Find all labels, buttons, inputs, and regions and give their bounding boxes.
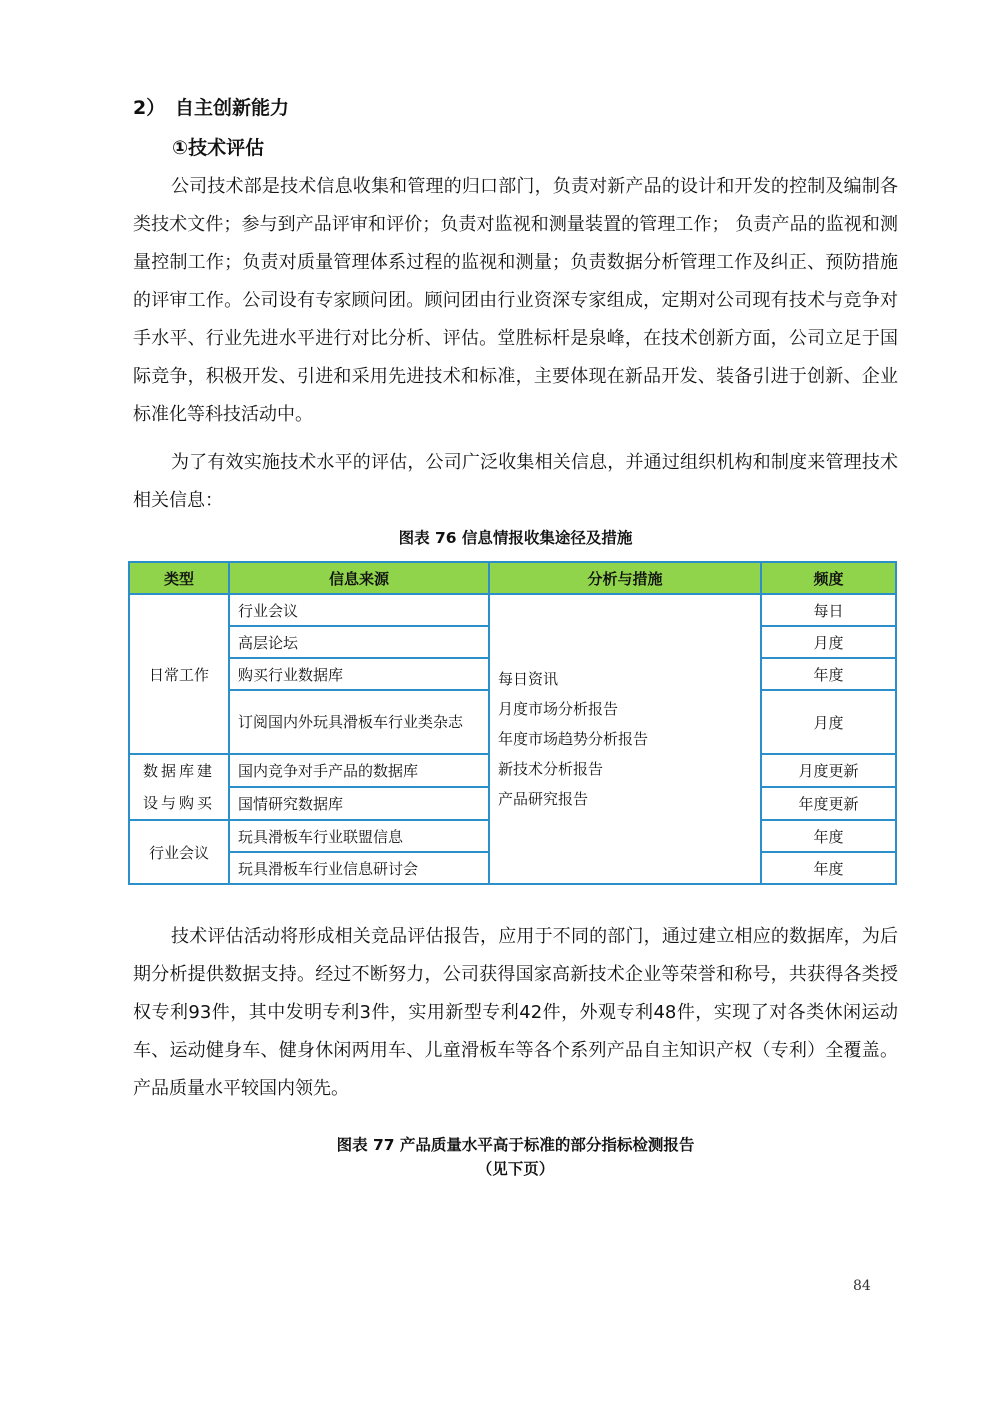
frequency-cell: 年度更新 [761, 787, 896, 820]
paragraph-3: 技术评估活动将形成相关竞品评估报告，应用于不同的部门，通过建立相应的数据库，为后期分析提供数据支持。经过不断努力，公司获得国家高新技术企业等荣誉和称号，共获得各类授权专利93件，其中发明专利3件，实用新型专利42件，外观专利48件，实现了对各类休闲运动车、运动健身车、健身休闲两用车、儿童滑板车等各个系列产品自主知识产权（专利）全覆盖。产品质量水平较国内领先。 [133, 926, 898, 1099]
section-number: 2） [133, 97, 166, 119]
frequency-cell: 月度更新 [761, 754, 896, 787]
frequency-cell: 年度 [761, 852, 896, 884]
section-title: 自主创新能力 [175, 97, 290, 119]
source-cell: 购买行业数据库 [229, 658, 489, 690]
figure-note: （见下页） [476, 1160, 555, 1178]
analysis-item: 每日资讯 [498, 670, 559, 688]
source-cell: 国内竞争对手产品的数据库 [229, 754, 489, 787]
source-cell: 订阅国内外玩具滑板车行业类杂志 [229, 690, 489, 754]
header-analysis: 分析与措施 [489, 562, 761, 594]
table-caption: 图表 76 信息情报收集途径及措施 [398, 529, 633, 547]
figure-caption: 图表 77 产品质量水平高于标准的部分指标检测报告 [336, 1136, 695, 1154]
header-frequency: 频度 [761, 562, 896, 594]
type-cell: 数据库建设与购买 [129, 754, 229, 820]
source-cell: 国情研究数据库 [229, 787, 489, 820]
header-source: 信息来源 [229, 562, 489, 594]
paragraph-1: 公司技术部是技术信息收集和管理的归口部门，负责对新产品的设计和开发的控制及编制各类技术文件；参与到产品评审和评价；负责对监视和测量装置的管理工作； 负责产品的监视和测量控制工作；负责对质量管理体系过程的监视和测量；负责数据分析管理工作及纠正、预防措施的评审工作。公司设有专家顾问团。顾问团由行业资深专家组成，定期对公司现有技术与竞争对手水平、行业先进水平进行对比分析、评估。堂胜标杆是泉峰，在技术创新方面，公司立足于国际竞争，积极开发、引进和采用先进技术和标准，主要体现在新品开发、装备引进于创新、企业标准化等科技活动中。 [133, 176, 898, 425]
source-cell: 行业会议 [229, 594, 489, 626]
subsection-heading: ①技术评估 [172, 137, 265, 159]
frequency-cell: 年度 [761, 820, 896, 852]
analysis-item: 产品研究报告 [498, 790, 589, 808]
header-type: 类型 [129, 562, 229, 594]
table-header-row [129, 562, 896, 594]
frequency-cell: 月度 [761, 690, 896, 754]
analysis-item: 年度市场趋势分析报告 [498, 730, 649, 748]
frequency-cell: 每日 [761, 594, 896, 626]
info-collection-table [128, 561, 897, 885]
table-row [129, 594, 896, 626]
analysis-cell [489, 594, 761, 884]
frequency-cell: 年度 [761, 658, 896, 690]
type-cell: 行业会议 [129, 820, 229, 884]
paragraph-2: 为了有效实施技术水平的评估，公司广泛收集相关信息，并通过组织机构和制度来管理技术相关信息： [133, 452, 898, 511]
source-cell: 玩具滑板车行业联盟信息 [229, 820, 489, 852]
page-number: 84 [853, 1278, 871, 1294]
source-cell: 玩具滑板车行业信息研讨会 [229, 852, 489, 884]
section-heading [133, 93, 289, 120]
analysis-item: 月度市场分析报告 [498, 700, 619, 718]
source-cell: 高层论坛 [229, 626, 489, 658]
analysis-item: 新技术分析报告 [498, 760, 604, 778]
frequency-cell: 月度 [761, 626, 896, 658]
type-cell: 日常工作 [129, 594, 229, 754]
